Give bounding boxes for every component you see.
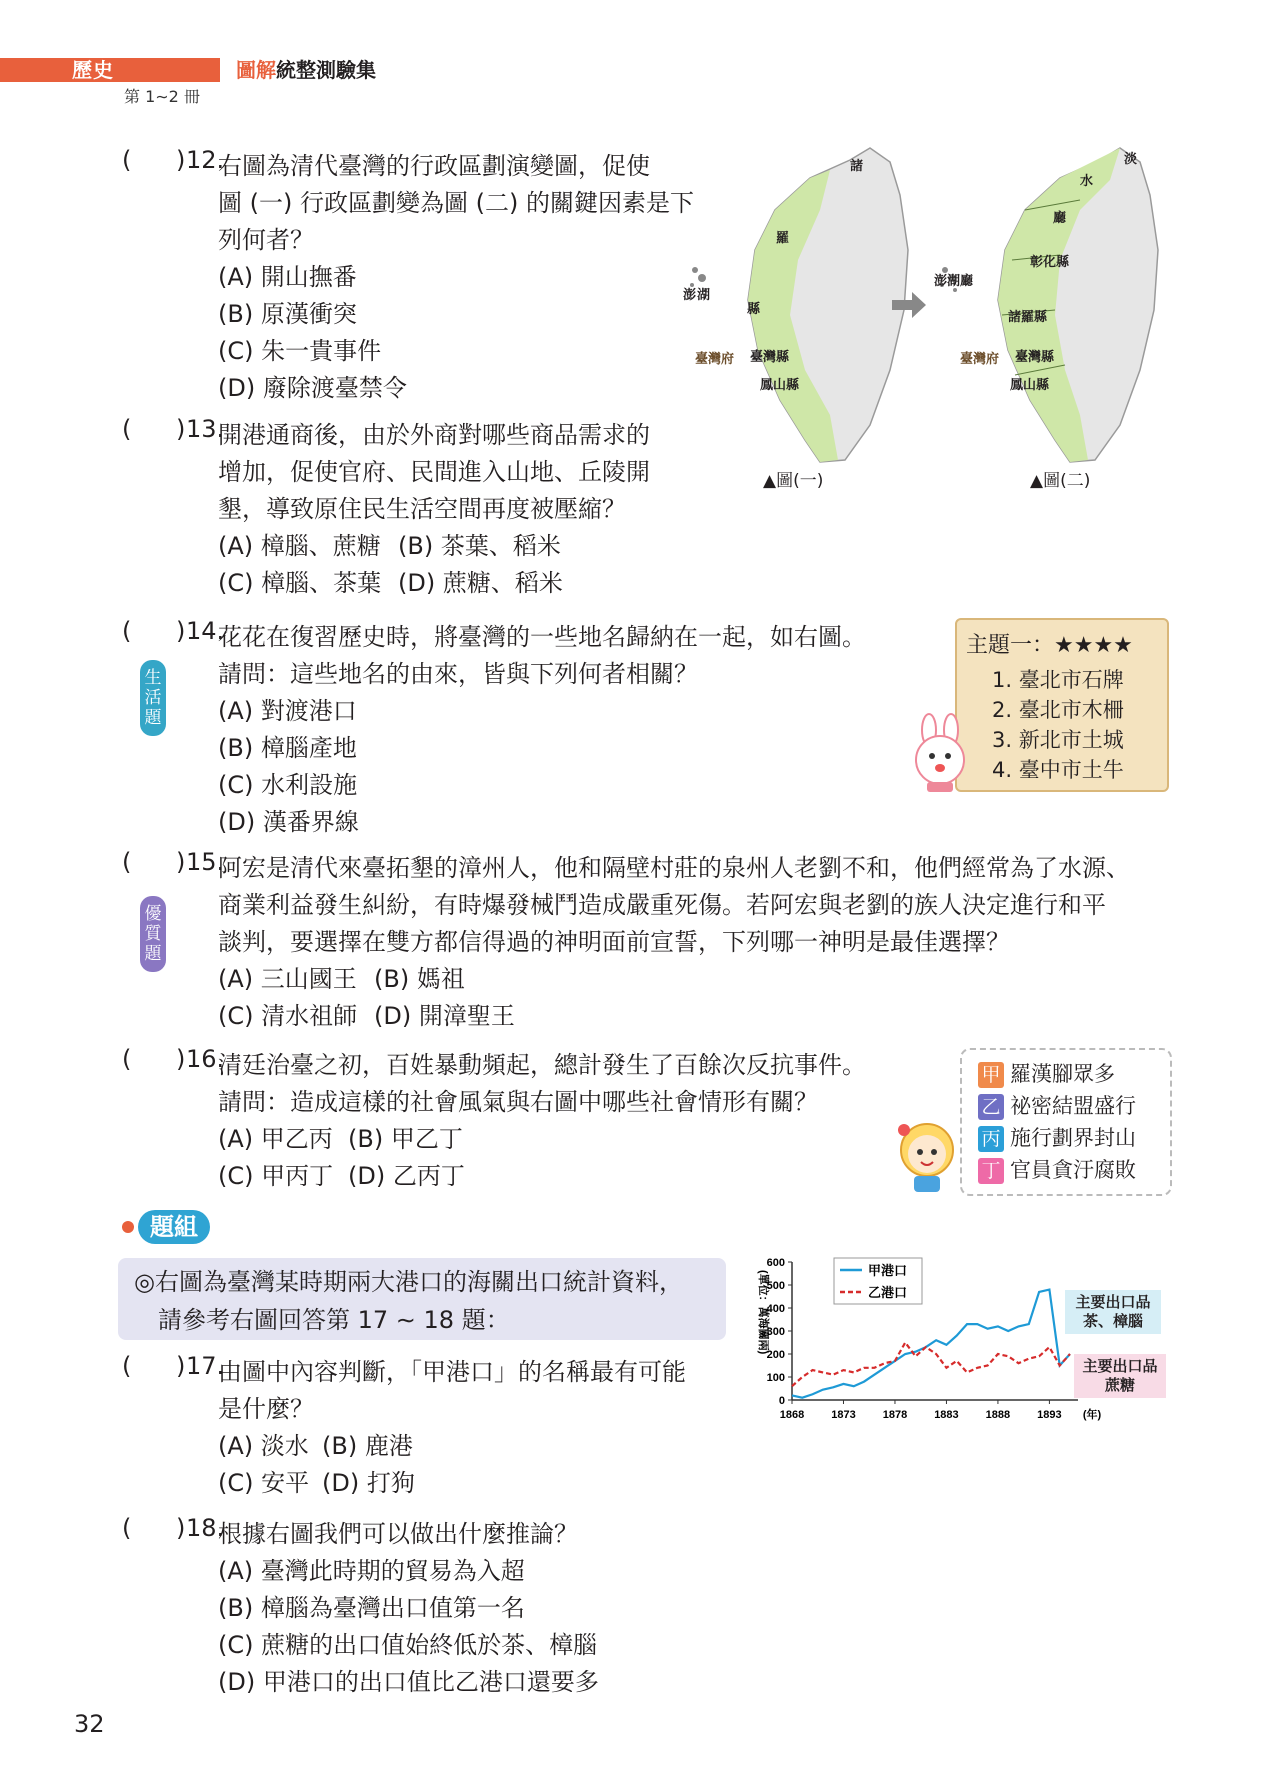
q12-option-a: (A) 開山撫番 bbox=[218, 263, 357, 291]
x-tick-label: 1878 bbox=[882, 1409, 908, 1421]
map2-label-taiwan-county: 臺灣縣 bbox=[1015, 350, 1055, 365]
y-tick-label: 300 bbox=[766, 1326, 785, 1338]
q15-line-2: 商業利益發生糾紛，有時爆發械鬥造成嚴重死傷。若阿宏與老劉的族人決定進行和平 bbox=[218, 891, 1106, 919]
q16-option-d: (D) 乙丙丁 bbox=[348, 1162, 465, 1190]
answer-paren-close: ) bbox=[176, 848, 186, 876]
map2-label-ting: 廳 bbox=[1053, 211, 1067, 226]
life-question-tag: 生活題 bbox=[140, 660, 166, 736]
port-export-chart bbox=[740, 1250, 1180, 1440]
situation-ding bbox=[978, 1154, 1136, 1184]
q14-number: 14. bbox=[186, 617, 225, 645]
answer-paren-open: ( bbox=[122, 415, 132, 443]
map2-label-taiwanfu: 臺灣府 bbox=[960, 352, 1000, 367]
map1-label-zhu: 諸 bbox=[850, 159, 864, 174]
x-tick-label: 1868 bbox=[779, 1409, 805, 1421]
series-title-black: 統整測驗集 bbox=[276, 58, 376, 82]
q15-option-a: (A) 三山國王 bbox=[218, 965, 357, 993]
situation-yi bbox=[978, 1090, 1136, 1120]
q18-line-1: 根據右圖我們可以做出什麼推論？ bbox=[218, 1520, 578, 1548]
girl-mascot-icon bbox=[892, 1112, 962, 1194]
q18-option-a: (A) 臺灣此時期的貿易為入超 bbox=[218, 1557, 525, 1585]
answer-paren-open: ( bbox=[122, 617, 132, 645]
situation-jia bbox=[978, 1058, 1115, 1088]
situation-ding-badge: 丁 bbox=[978, 1158, 1004, 1184]
y-tick-label: 500 bbox=[766, 1280, 785, 1292]
q17-line-2: 是什麼？ bbox=[218, 1395, 314, 1423]
q14-line-1: 花花在復習歷史時，將臺灣的一些地名歸納在一起，如右圖。 bbox=[218, 623, 866, 651]
theme-title: 主題一：★★★★ bbox=[966, 633, 1133, 658]
q17-option-c: (C) 安平 bbox=[218, 1469, 310, 1497]
map1-label-taiwanfu: 臺灣府 bbox=[695, 352, 735, 367]
situation-jia-badge: 甲 bbox=[978, 1062, 1004, 1088]
map1-caption: ▲圖(一) bbox=[763, 471, 824, 491]
map1-label-taiwan-county: 臺灣縣 bbox=[750, 350, 790, 365]
series-line-2 bbox=[792, 1343, 1070, 1387]
series-title-red: 圖解 bbox=[236, 58, 276, 82]
situation-bing-text: 施行劃界封山 bbox=[1010, 1126, 1136, 1150]
answer-paren-close: ) bbox=[176, 415, 186, 443]
subject-title: 歷史 bbox=[72, 58, 114, 82]
q16-option-c: (C) 甲丙丁 bbox=[218, 1162, 334, 1190]
q16-number: 16. bbox=[186, 1045, 225, 1073]
rabbit-mascot-icon bbox=[905, 712, 977, 794]
answer-paren-open: ( bbox=[122, 848, 132, 876]
q14-option-c: (C) 水利設施 bbox=[218, 771, 358, 799]
q14-line-2: 請問：這些地名的由來，皆與下列何者相關？ bbox=[218, 660, 698, 688]
q17-option-d: (D) 打狗 bbox=[322, 1469, 415, 1497]
answer-paren-open: ( bbox=[122, 1514, 132, 1542]
volume-label: 第 1∼2 冊 bbox=[124, 87, 200, 106]
group-intro-line-2: 請參考右圖回答第 17 ∼ 18 題： bbox=[158, 1306, 510, 1334]
answer-paren-close: ) bbox=[176, 1352, 186, 1380]
group-intro-line-1: ◎右圖為臺灣某時期兩大港口的海關出口統計資料， bbox=[134, 1268, 683, 1296]
theme-item-4: 4. 臺中市土牛 bbox=[992, 758, 1124, 782]
theme-item-1: 1. 臺北市石牌 bbox=[992, 668, 1124, 692]
q12-option-b: (B) 原漢衝突 bbox=[218, 300, 357, 328]
q13-line-2: 增加，促使官府、民間進入山地、丘陵開 bbox=[218, 458, 650, 486]
theme-item-3: 3. 新北市土城 bbox=[992, 728, 1124, 752]
chart-plot-area bbox=[757, 1257, 1101, 1421]
q13-option-b: (B) 茶葉、稻米 bbox=[398, 532, 561, 560]
map2-label-fengshan: 鳳山縣 bbox=[1010, 378, 1050, 393]
situation-yi-text: 祕密結盟盛行 bbox=[1010, 1094, 1136, 1118]
group-bullet-icon bbox=[122, 1221, 134, 1233]
answer-paren-open: ( bbox=[122, 1045, 132, 1073]
answer-paren-close: ) bbox=[176, 617, 186, 645]
map2-label-shui: 水 bbox=[1080, 174, 1094, 189]
y-axis-label: (單位：萬海關兩) bbox=[757, 1270, 769, 1355]
group-label: 題組 bbox=[138, 1210, 210, 1244]
answer-paren-open: ( bbox=[122, 146, 132, 174]
x-tick-label: 1893 bbox=[1037, 1409, 1062, 1421]
y-tick-label: 100 bbox=[766, 1372, 785, 1384]
annotation-sugar: 主要出口品 蔗糖 bbox=[1074, 1354, 1166, 1398]
q13-option-c: (C) 樟腦、茶葉 bbox=[218, 569, 382, 597]
series-title bbox=[236, 58, 376, 82]
q18-option-b: (B) 樟腦為臺灣出口值第一名 bbox=[218, 1594, 525, 1622]
q14-option-d: (D) 漢番界線 bbox=[218, 808, 359, 836]
q15-option-b: (B) 媽祖 bbox=[374, 965, 465, 993]
map1-label-xian: 縣 bbox=[747, 302, 761, 317]
q12-line-3: 列何者？ bbox=[218, 226, 314, 254]
q12-line-2: 圖 (一) 行政區劃變為圖 (二) 的關鍵因素是下 bbox=[218, 189, 694, 217]
q13-line-1: 開港通商後，由於外商對哪些商品需求的 bbox=[218, 421, 650, 449]
q14-option-b: (B) 樟腦產地 bbox=[218, 734, 357, 762]
x-tick-label: 1888 bbox=[985, 1409, 1011, 1421]
x-tick-label: 1873 bbox=[831, 1409, 856, 1421]
legend-label-2: 乙港口 bbox=[868, 1286, 908, 1301]
q17-option-b: (B) 鹿港 bbox=[322, 1432, 413, 1460]
answer-paren-close: ) bbox=[176, 1514, 186, 1542]
q12-line-1: 右圖為清代臺灣的行政區劃演變圖，促使 bbox=[218, 152, 650, 180]
q15-line-3: 談判，要選擇在雙方都信得過的神明面前宣誓，下列哪一神明是最佳選擇？ bbox=[218, 928, 1010, 956]
annotation-tea-camphor: 主要出口品 茶、樟腦 bbox=[1065, 1290, 1161, 1334]
series-line-1 bbox=[792, 1290, 1070, 1398]
q15-option-c: (C) 清水祖師 bbox=[218, 1002, 358, 1030]
q13-line-3: 墾，導致原住民生活空間再度被壓縮？ bbox=[218, 495, 626, 523]
y-tick-label: 400 bbox=[766, 1303, 785, 1315]
q13-option-a: (A) 樟腦、蔗糖 bbox=[218, 532, 381, 560]
q12-option-d: (D) 廢除渡臺禁令 bbox=[218, 374, 407, 402]
situation-bing bbox=[978, 1122, 1136, 1152]
y-tick-label: 600 bbox=[766, 1257, 785, 1269]
page-number: 32 bbox=[74, 1710, 105, 1738]
q12-option-c: (C) 朱一貴事件 bbox=[218, 337, 382, 365]
map2-label-zhuluo: 諸羅縣 bbox=[1008, 310, 1048, 325]
q16-line-2: 請問：造成這樣的社會風氣與右圖中哪些社會情形有關？ bbox=[218, 1088, 818, 1116]
map2-caption: ▲圖(二) bbox=[1030, 471, 1091, 491]
y-tick-label: 0 bbox=[778, 1395, 785, 1407]
answer-paren-open: ( bbox=[122, 1352, 132, 1380]
q16-option-a: (A) 甲乙丙 bbox=[218, 1125, 333, 1153]
legend-label-1: 甲港口 bbox=[868, 1264, 908, 1279]
q13-option-d: (D) 蔗糖、稻米 bbox=[398, 569, 563, 597]
q15-line-1: 阿宏是清代來臺拓墾的漳州人，他和隔壁村莊的泉州人老劉不和，他們經常為了水源、 bbox=[218, 854, 1130, 882]
map2-label-penghu: 澎湖廳 bbox=[934, 274, 974, 289]
map2-label-changhua: 彰化縣 bbox=[1030, 255, 1070, 270]
q16-line-1: 清廷治臺之初，百姓暴動頻起，總計發生了百餘次反抗事件。 bbox=[218, 1051, 866, 1079]
situation-ding-text: 官員貪汙腐敗 bbox=[1010, 1158, 1136, 1182]
map2-label-dan: 淡 bbox=[1124, 152, 1138, 167]
situation-bing-badge: 丙 bbox=[978, 1126, 1004, 1152]
q18-option-c: (C) 蔗糖的出口值始終低於茶、樟腦 bbox=[218, 1631, 598, 1659]
q13-number: 13. bbox=[186, 415, 225, 443]
q16-option-b: (B) 甲乙丁 bbox=[348, 1125, 463, 1153]
q18-option-d: (D) 甲港口的出口值比乙港口還要多 bbox=[218, 1668, 599, 1696]
situation-yi-badge: 乙 bbox=[978, 1094, 1004, 1120]
answer-paren-close: ) bbox=[176, 1045, 186, 1073]
theme-item-2: 2. 臺北市木柵 bbox=[992, 698, 1124, 722]
map1-label-luo: 羅 bbox=[776, 231, 790, 246]
map1-label-hu: 湖 bbox=[697, 288, 711, 303]
q14-option-a: (A) 對渡港口 bbox=[218, 697, 357, 725]
taiwan-map-1 bbox=[690, 148, 908, 462]
q17-line-1: 由圖中內容判斷，「甲港口」的名稱最有可能 bbox=[218, 1358, 686, 1386]
answer-paren-close: ) bbox=[176, 146, 186, 174]
taiwan-map-2 bbox=[940, 148, 1158, 462]
x-axis-label: (年) bbox=[1082, 1409, 1102, 1421]
map1-label-peng: 澎 bbox=[683, 288, 697, 303]
q17-option-a: (A) 淡水 bbox=[218, 1432, 309, 1460]
q15-number: 15. bbox=[186, 848, 225, 876]
map1-label-fengshan: 鳳山縣 bbox=[760, 378, 800, 393]
q15-option-d: (D) 開漳聖王 bbox=[374, 1002, 515, 1030]
x-tick-label: 1883 bbox=[934, 1409, 959, 1421]
quality-question-tag: 優質題 bbox=[140, 896, 166, 972]
q18-number: 18. bbox=[186, 1514, 225, 1542]
y-tick-label: 200 bbox=[766, 1349, 785, 1361]
q12-number: 12. bbox=[186, 146, 225, 174]
situation-jia-text: 羅漢腳眾多 bbox=[1010, 1062, 1115, 1086]
q17-number: 17. bbox=[186, 1352, 225, 1380]
